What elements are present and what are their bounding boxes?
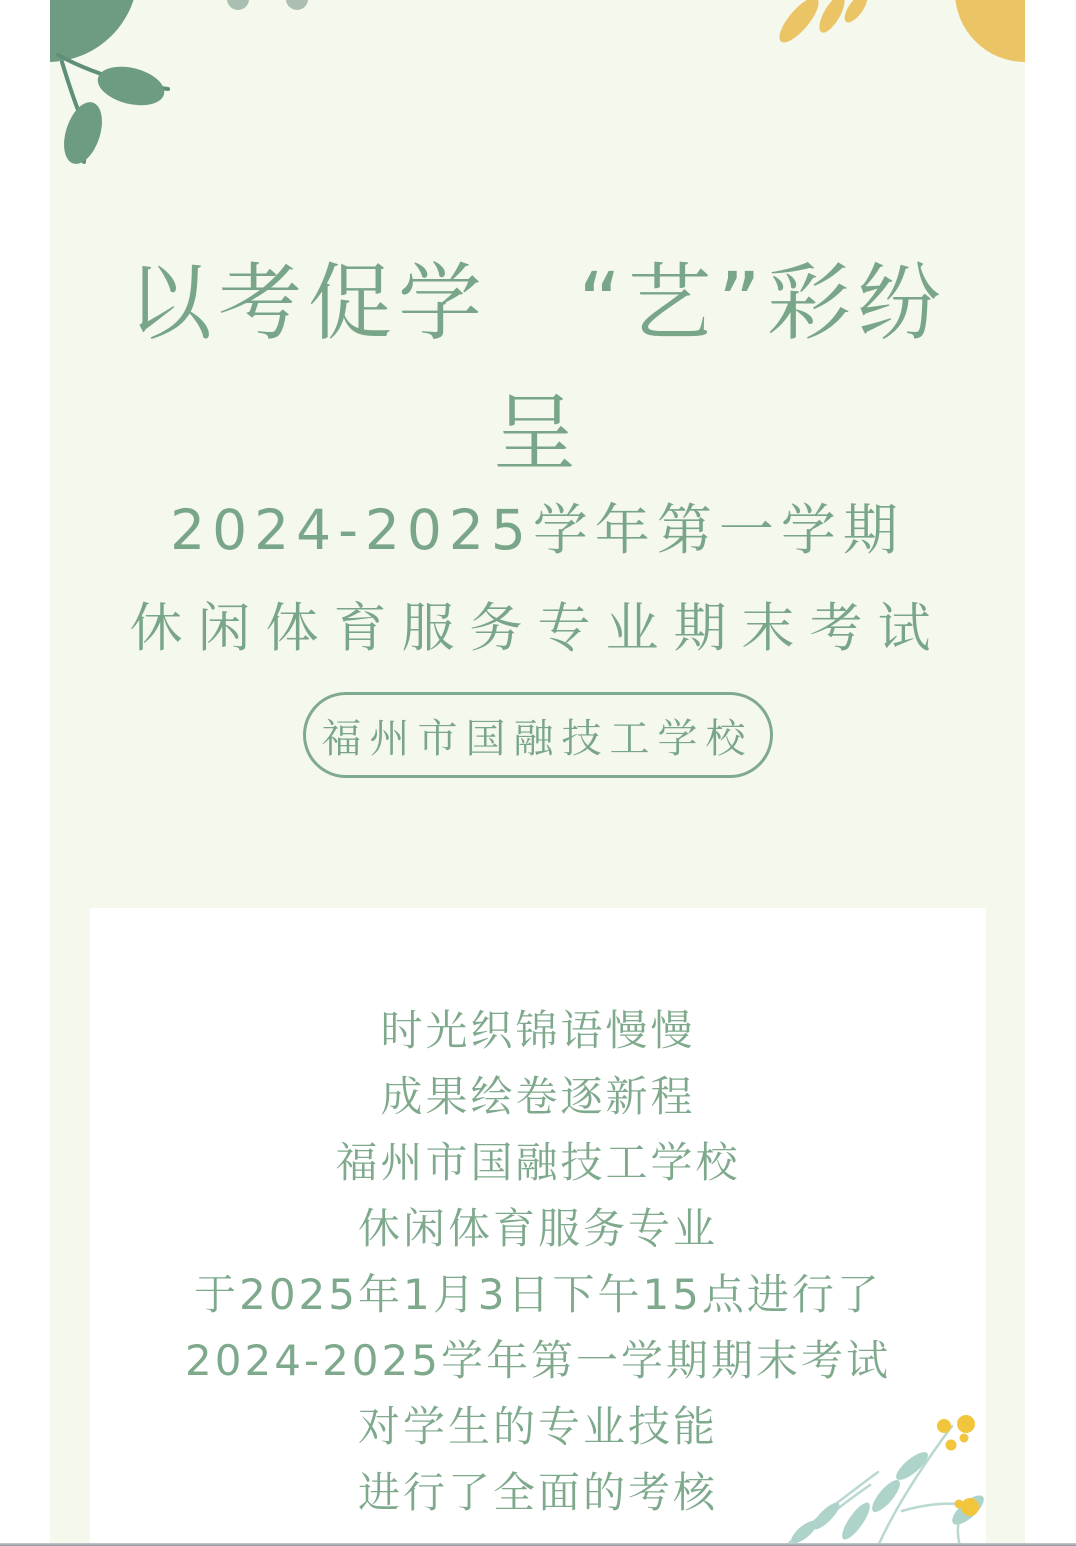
content-card [90,908,986,1546]
card-text-line: 对学生的专业技能 [357,1402,718,1451]
school-name-label: 福州市国融技工学校 [321,715,754,762]
card-text-line: 2024-2025学年第一学期期末考试 [185,1336,891,1385]
card-text-line: 进行了全面的考核 [357,1468,718,1517]
poster-background [50,0,1025,1546]
yellow-corner-decoration-icon [715,0,1025,110]
flower-sprig-decoration-icon [726,1346,986,1546]
leaf-branch-decoration-icon [50,0,370,210]
subtitle-exam-title: 休闲体育服务专业期末考试 [129,598,946,659]
school-name-badge [303,692,773,778]
card-text-line: 成果绘卷逐新程 [380,1072,696,1121]
card-text-line: 福州市国融技工学校 [335,1138,741,1187]
card-text-line: 时光织锦语慢慢 [380,1006,696,1055]
poster-title-line-2: 呈 [492,384,583,482]
subtitle-academic-year: 2024-2025学年第一学期 [170,498,905,562]
poster-title-line-1: 以考促学 “艺”彩纷 [127,254,948,352]
card-text-line: 休闲体育服务专业 [357,1204,718,1253]
card-text-line: 于2025年1月3日下午15点进行了 [194,1270,882,1319]
